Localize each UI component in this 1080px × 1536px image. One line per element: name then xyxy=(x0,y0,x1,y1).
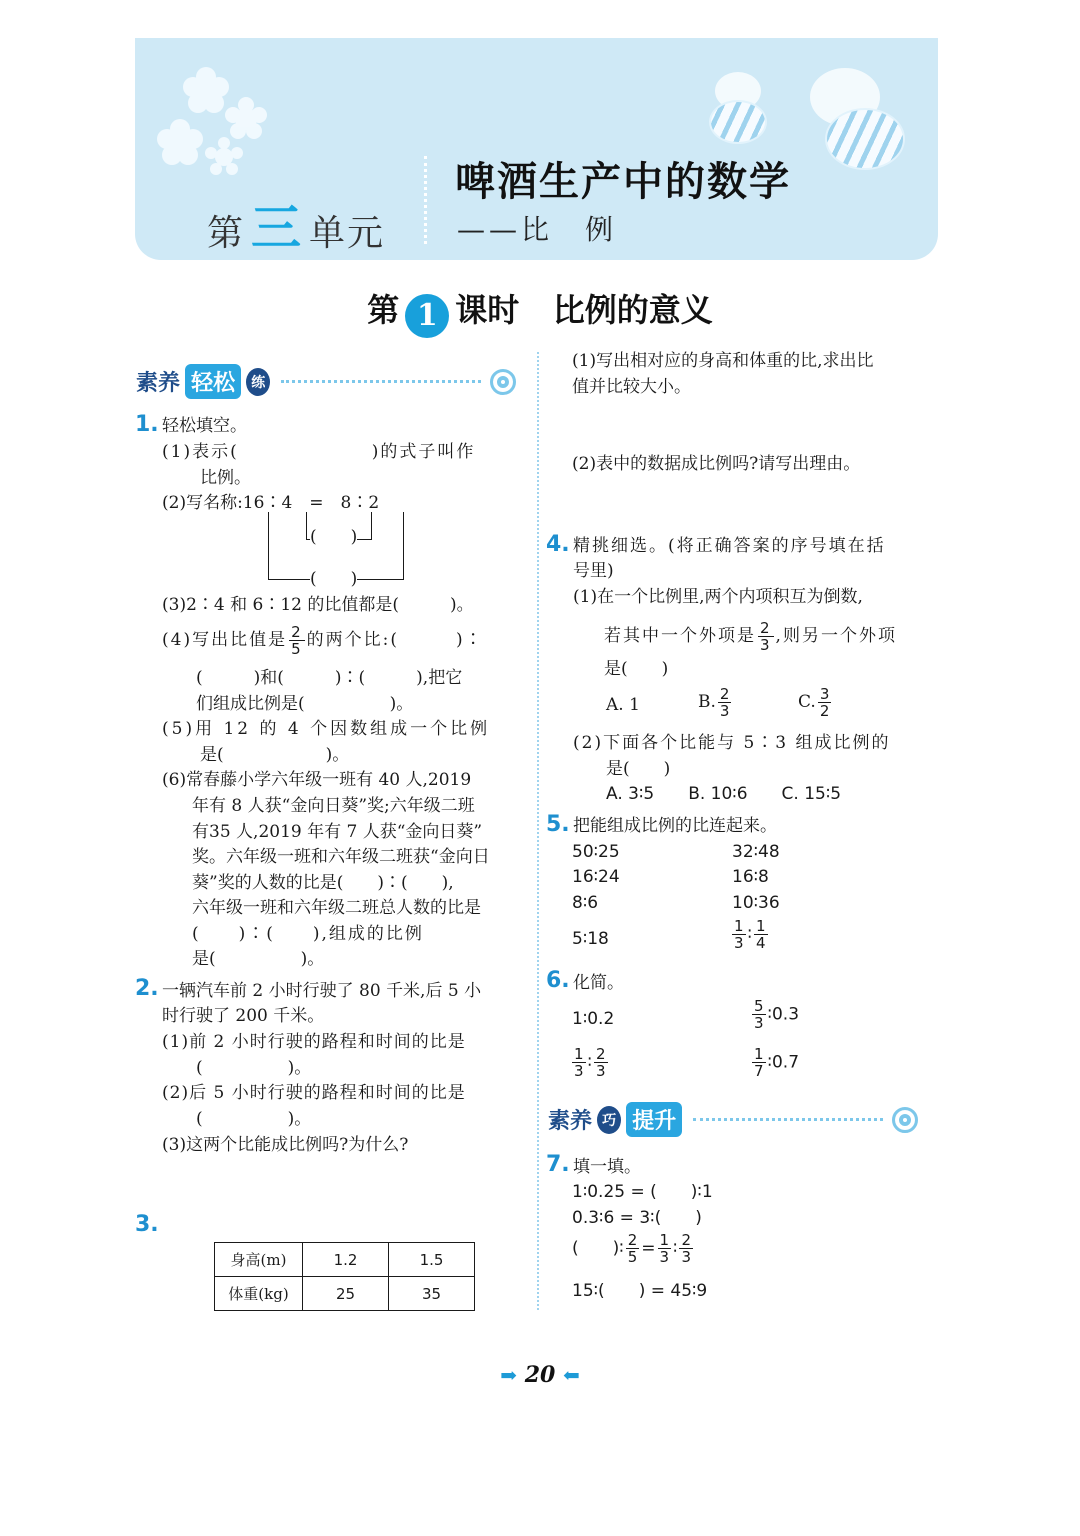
question-text: (1)前 2 小时行驶的路程和时间的比是 xyxy=(162,1032,466,1052)
fill-item[interactable]: 0.3∶6 = 3∶( ) xyxy=(572,1208,702,1228)
ratio-item[interactable]: 10∶36 xyxy=(732,893,780,913)
fill-item[interactable]: ( )∶ $\frac{2}{5}$ = $\frac{1}{3}$ ∶ $\frac{2}{3}$ xyxy=(572,1231,692,1266)
question-stem: 时行驶了 200 千米。 xyxy=(162,1006,325,1026)
section-header-practice xyxy=(136,364,516,404)
section-label-1: 素养 xyxy=(136,371,181,396)
answer-blank[interactable]: ( ) xyxy=(310,569,358,589)
dotted-line xyxy=(693,1118,883,1121)
question-text: 六年级一班和六年级二班总人数的比是 xyxy=(192,898,481,918)
arrow-left-icon: ⬅ xyxy=(562,1363,580,1387)
question-text: (2)下面各个比能与 5∶3 组成比例的 xyxy=(573,733,891,753)
question-text: 比例。 xyxy=(200,468,251,488)
fraction: $\frac{2}{3}$ xyxy=(719,685,730,720)
question-text: 是( )。 xyxy=(200,745,350,765)
fill-item[interactable]: 1∶0.25 = ( )∶1 xyxy=(572,1182,713,1202)
options-row[interactable]: A. 3∶5 B. 10∶6 C. 15∶5 xyxy=(606,784,842,804)
simplify-item: 1∶0.2 xyxy=(572,1009,615,1029)
question-stem: 轻松填空。 xyxy=(162,416,247,436)
section-label-3: 提升 xyxy=(626,1102,682,1137)
simplify-item: $\frac{5}{3}$ ∶0.3 xyxy=(754,997,800,1032)
flower-icon xyxy=(167,130,193,156)
unit-prefix: 第 xyxy=(207,213,246,254)
ratio-item[interactable]: 5∶18 xyxy=(572,929,609,949)
question-text: 若其中一个外项是 $\frac{2}{3}$ ,则另一个外项 xyxy=(604,619,897,654)
question-text: (4)写出比值是 $\frac{2}{5}$ 的两个比:( )∶ xyxy=(162,623,484,658)
answer-blank[interactable]: ( ) xyxy=(310,527,358,547)
question-text: 年有 8 人获“金向日葵”奖;六年级二班 xyxy=(192,796,475,816)
question-text: (2)表中的数据成比例吗?请写出理由。 xyxy=(572,454,861,474)
table-cell: 体重(kg) xyxy=(215,1277,303,1311)
question-text: (6)常春藤小学六年级一班有 40 人,2019 xyxy=(162,770,472,790)
page-number-text: 20 xyxy=(524,1362,556,1388)
ratio-item[interactable]: 32∶48 xyxy=(732,842,780,862)
question-stem: 把能组成比例的比连起来。 xyxy=(573,816,777,836)
question-text: (5)用 12 的 4 个因数组成一个比例 xyxy=(162,719,491,739)
question-number: 3. xyxy=(135,1212,159,1237)
question-text: 奖。六年级一班和六年级二班获“金向日 xyxy=(192,847,490,867)
target-icon xyxy=(892,1107,918,1133)
table-row xyxy=(215,1277,475,1311)
unit-number: 三 xyxy=(251,199,304,257)
flower-icon xyxy=(235,108,257,130)
table-cell: 1.5 xyxy=(389,1243,475,1277)
simplify-item: $\frac{1}{3}$ ∶ $\frac{2}{3}$ xyxy=(574,1045,606,1080)
question-text: 葵”奖的人数的比是( )∶( ), xyxy=(192,873,454,893)
question-number: 1. xyxy=(135,412,159,437)
table-row xyxy=(215,1243,475,1277)
unit-label xyxy=(207,188,385,260)
simplify-item: $\frac{1}{7}$ ∶0.7 xyxy=(754,1045,800,1080)
question-text: ( )∶( ),组成的比例 xyxy=(192,924,424,944)
option-b[interactable]: B. $\frac{2}{3}$ xyxy=(698,685,730,720)
question-number: 7. xyxy=(546,1152,570,1177)
option-a[interactable]: A. 1 xyxy=(606,695,640,715)
question-text: 有35 人,2019 年有 7 人获“金向日葵” xyxy=(192,822,483,842)
question-text: (1)表示( )的式子叫作 xyxy=(162,442,476,462)
lesson-title xyxy=(0,285,1080,338)
table-cell: 身高(m) xyxy=(215,1243,303,1277)
table-cell: 1.2 xyxy=(303,1243,389,1277)
question-number: 5. xyxy=(546,812,570,837)
page-number xyxy=(0,1362,1080,1388)
unit-title: 啤酒生产中的数学 xyxy=(455,159,791,205)
lesson-number-badge: 1 xyxy=(405,294,449,338)
question-text: (1)写出相对应的身高和体重的比,求出比 xyxy=(572,351,874,371)
question-text: 是( ) xyxy=(604,659,669,679)
question-stem: 精挑细选。(将正确答案的序号填在括 xyxy=(573,536,886,556)
unit-suffix: 单元 xyxy=(309,213,386,254)
ratio-item[interactable]: 50∶25 xyxy=(572,842,620,862)
question-text: ( )和( )∶( ),把它 xyxy=(196,668,463,688)
option-c[interactable]: C. $\frac{3}{2}$ xyxy=(798,685,830,720)
question-text: (3)这两个比能成比例吗?为什么? xyxy=(162,1135,409,1155)
section-label-2: 巧 xyxy=(597,1106,621,1134)
question-number: 2. xyxy=(135,976,159,1001)
fraction: $\frac{2}{3}$ xyxy=(760,619,772,654)
question-text: ( )。 xyxy=(196,1058,312,1078)
question-number: 6. xyxy=(546,968,570,993)
flower-icon xyxy=(215,148,233,166)
question-stem: 号里) xyxy=(573,561,614,581)
question-text: (2)写名称:16∶4 = 8∶2 xyxy=(162,493,380,513)
ratio-item[interactable]: $\frac{1}{3}$ ∶ $\frac{1}{4}$ xyxy=(734,917,766,952)
banner-divider xyxy=(424,156,427,244)
ratio-item[interactable]: 16∶24 xyxy=(572,867,620,887)
fraction: $\frac{2}{5}$ xyxy=(291,623,303,658)
lesson-name: 比例的意义 xyxy=(552,291,713,329)
unit-subtitle: ——比 例 xyxy=(457,213,618,246)
fraction: $\frac{3}{2}$ xyxy=(819,685,830,720)
bee-icon xyxy=(825,108,905,170)
question-text: (3)2∶4 和 6∶12 的比值都是( )。 xyxy=(162,595,474,615)
section-label-3: 练 xyxy=(246,368,270,396)
flower-icon xyxy=(193,78,219,104)
question-number: 4. xyxy=(546,532,570,557)
column-divider xyxy=(537,352,539,1310)
arrow-right-icon: ➡ xyxy=(500,1363,518,1387)
ratio-item[interactable]: 16∶8 xyxy=(732,867,769,887)
question-text: 值并比较大小。 xyxy=(572,377,691,397)
question-text: ( )。 xyxy=(196,1109,312,1129)
table-cell: 25 xyxy=(303,1277,389,1311)
lesson-suffix: 课时 xyxy=(455,291,520,329)
lesson-prefix: 第 xyxy=(367,291,400,329)
bee-icon xyxy=(709,100,767,144)
target-icon xyxy=(490,369,516,395)
question-text: 是( ) xyxy=(606,759,671,779)
unit-banner xyxy=(135,38,938,260)
section-label-1: 素养 xyxy=(548,1109,593,1134)
question-text: (2)后 5 小时行驶的路程和时间的比是 xyxy=(162,1083,466,1103)
table-cell: 35 xyxy=(389,1277,475,1311)
question-text: 是( )。 xyxy=(192,949,325,969)
question-text: (1)在一个比例里,两个内项积互为倒数, xyxy=(573,587,863,607)
question-stem: 化简。 xyxy=(573,973,624,993)
dotted-line xyxy=(281,380,481,383)
fill-item[interactable]: 15∶( ) = 45∶9 xyxy=(572,1281,708,1301)
question-stem: 填一填。 xyxy=(573,1157,641,1177)
question-text: 们组成比例是( )。 xyxy=(196,694,414,714)
section-label-2: 轻松 xyxy=(185,364,241,399)
ratio-item[interactable]: 8∶6 xyxy=(572,893,599,913)
height-weight-table xyxy=(214,1242,475,1311)
section-header-improve xyxy=(548,1102,918,1142)
question-stem: 一辆汽车前 2 小时行驶了 80 千米,后 5 小 xyxy=(162,981,482,1001)
